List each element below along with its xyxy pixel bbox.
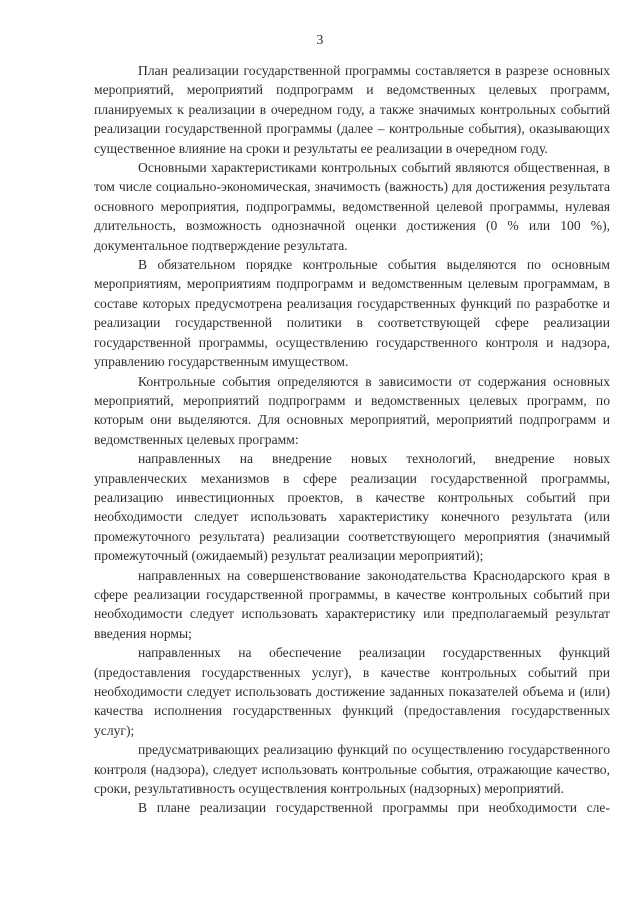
- paragraph-event-definition: Контрольные события определяются в зависимости от содержания основных мероприятий, мероприятий подпрограмм и ведомственных целевых программ, по которым они выделяются. Для основных мероприятий, мероприятий подпрограмм и ведомственных целевых программ:: [94, 373, 610, 447]
- body-text: [94, 61, 610, 818]
- page-number: 3: [316, 33, 324, 48]
- paragraph-new-technologies: направленных на внедрение новых технологий, внедрение новых управленческих механизмов в сфере реализации государственной программы, реализацию инвестиционных проектов, в качестве контрольных событий при необходимости следует использовать характеристику конечного результата (или промежуточного результата) реализации соответствующего мероприятия (значимый промежуточный (ожидаемый) результат реализации мероприятий);: [94, 451, 610, 564]
- paragraph-mandatory-events: В обязательном порядке контрольные события выделяются по основным мероприятиям, мероприятиям подпрограмм и ведомственным целевым программам, в составе которых предусмотрена реализация государственных функций по разработке и реализации государственной политики в соответствующей сфере реализации государственной программы, осуществлению государственного контроля и надзора, управлению государственным имуществом.: [94, 257, 610, 370]
- paragraph-legislation: направленных на совершенствование законодательства Краснодарского края в сфере реализации государственной программы, в качестве контрольных событий при необходимости следует использовать характеристику или предполагаемый результат введения нормы;: [94, 567, 610, 641]
- paragraph-state-functions: направленных на обеспечение реализации государственных функций (предоставления государственных услуг), в качестве контрольных событий при необходимости следует использовать достижение заданных показателей объема и (или) качества исполнения государственных функций (предоставления государственных услуг);: [94, 645, 610, 738]
- paragraph-continuation: В плане реализации государственной программы при необходимости сле-: [138, 800, 610, 816]
- paragraph-state-control: предусматривающих реализацию функций по осуществлению государственного контроля (надзора), следует использовать контрольные события, отражающие качество, сроки, результативность осуществления контрольных (надзорных) мероприятий.: [94, 742, 610, 797]
- paragraph-plan-composition: План реализации государственной программы составляется в разрезе основных мероприятий, мероприятий подпрограмм и ведомственных целевых программ, планируемых к реализации в очередном году, а также значимых контрольных событий реализации государственной программы (далее – контрольные события), оказывающих существенное влияние на сроки и результаты ее реализации в очередном году.: [94, 63, 610, 156]
- paragraph-event-characteristics: Основными характеристиками контрольных событий являются общественная, в том числе социально-экономическая, значимость (важность) для достижения результата основного мероприятия, подпрограммы, ведомственной целевой программы, нулевая длительность, возможность однозначной оценки достижения (0 % или 100 %), документальное подтверждение результата.: [94, 160, 610, 253]
